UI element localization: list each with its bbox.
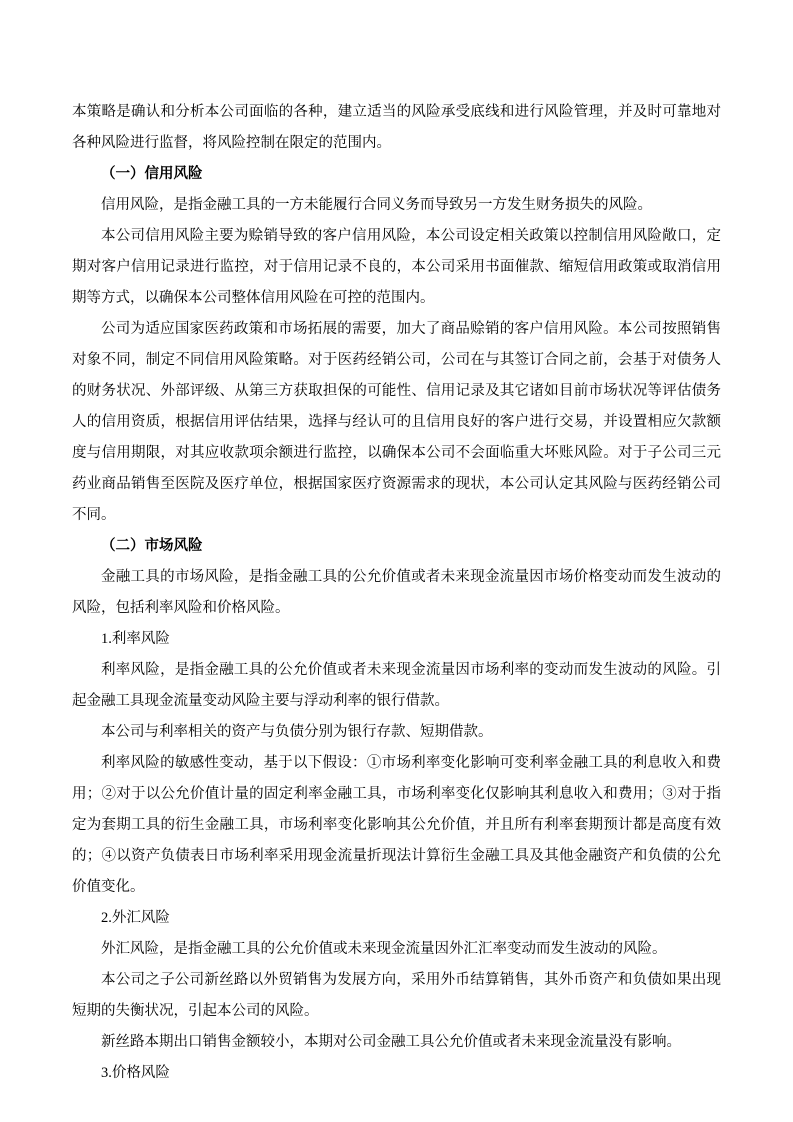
paragraph-fx-risk-subsidiary: 本公司之子公司新丝路以外贸销售为发展方向，采用外币结算销售，其外币资产和负债如果出现短期的失衡状况，引起本公司的风险。 xyxy=(72,972,721,1019)
subsection-heading-interest-rate-risk: 1.利率风险 xyxy=(101,631,170,647)
paragraph-interest-rate-assets: 本公司与利率相关的资产与负债分别为银行存款、短期借款。 xyxy=(101,724,493,740)
paragraph-market-risk-definition: 金融工具的市场风险，是指金融工具的公允价值或者未来现金流量因市场价格变动而发生波动的风险，包括利率风险和价格风险。 xyxy=(72,569,721,616)
paragraph-interest-rate-sensitivity: 利率风险的敏感性变动，基于以下假设：①市场利率变化影响可变利率金融工具的利息收入和费用；②对于以公允价值计量的固定利率金融工具，市场利率变化仅影响其利息收入和费用；③对于指定为套期工具的衍生金融工具，市场利率变化影响其公允价值，并且所有利率套期预计都是高度有效的；④以资产负债表日市场利率采用现金流量折现法计算衍生金融工具及其他金融资产和负债的公允价值变化。 xyxy=(72,755,721,895)
paragraph-fx-risk-impact: 新丝路本期出口销售金额较小，本期对公司金融工具公允价值或者未来现金流量没有影响。 xyxy=(101,1034,681,1050)
subsection-heading-price-risk: 3.价格风险 xyxy=(101,1065,170,1081)
paragraph-credit-risk-policy: 本公司信用风险主要为赊销导致的客户信用风险，本公司设定相关政策以控制信用风险敞口，定期对客户信用记录进行监控，对于信用记录不良的，本公司采用书面催款、缩短信用政策或取消信用期等方式，以确保本公司整体信用风险在可控的范围内。 xyxy=(72,228,721,306)
paragraph-credit-risk-detail: 公司为适应国家医药政策和市场拓展的需要，加大了商品赊销的客户信用风险。本公司按照销售对象不同，制定不同信用风险策略。对于医药经销公司，公司在与其签订合同之前，会基于对债务人的财务状况、外部评级、从第三方获取担保的可能性、信用记录及其它诸如目前市场状况等评估债务人的信用资质，根据信用评估结果，选择与经认可的且信用良好的客户进行交易，并设置相应欠款额度与信用期限，对其应收款项余额进行监控，以确保本公司不会面临重大坏账风险。对于子公司三元药业商品销售至医院及医疗单位，根据国家医疗资源需求的现状，本公司认定其风险与医药经销公司不同。 xyxy=(72,321,721,523)
section-heading-market-risk: （二）市场风险 xyxy=(101,538,203,554)
section-heading-credit-risk: （一）信用风险 xyxy=(101,166,203,182)
subsection-heading-foreign-exchange-risk: 2.外汇风险 xyxy=(101,910,170,926)
paragraph-risk-strategy-intro: 本策略是确认和分析本公司面临的各种，建立适当的风险承受底线和进行风险管理，并及时可靠地对各种风险进行监督，将风险控制在限定的范围内。 xyxy=(72,104,721,151)
paragraph-fx-risk-definition: 外汇风险，是指金融工具的公允价值或未来现金流量因外汇汇率变动而发生波动的风险。 xyxy=(101,941,667,957)
paragraph-interest-rate-risk-definition: 利率风险，是指金融工具的公允价值或者未来现金流量因市场利率的变动而发生波动的风险。引起金融工具现金流量变动风险主要与浮动利率的银行借款。 xyxy=(72,662,721,709)
paragraph-credit-risk-definition: 信用风险，是指金融工具的一方未能履行合同义务而导致另一方发生财务损失的风险。 xyxy=(101,197,652,213)
